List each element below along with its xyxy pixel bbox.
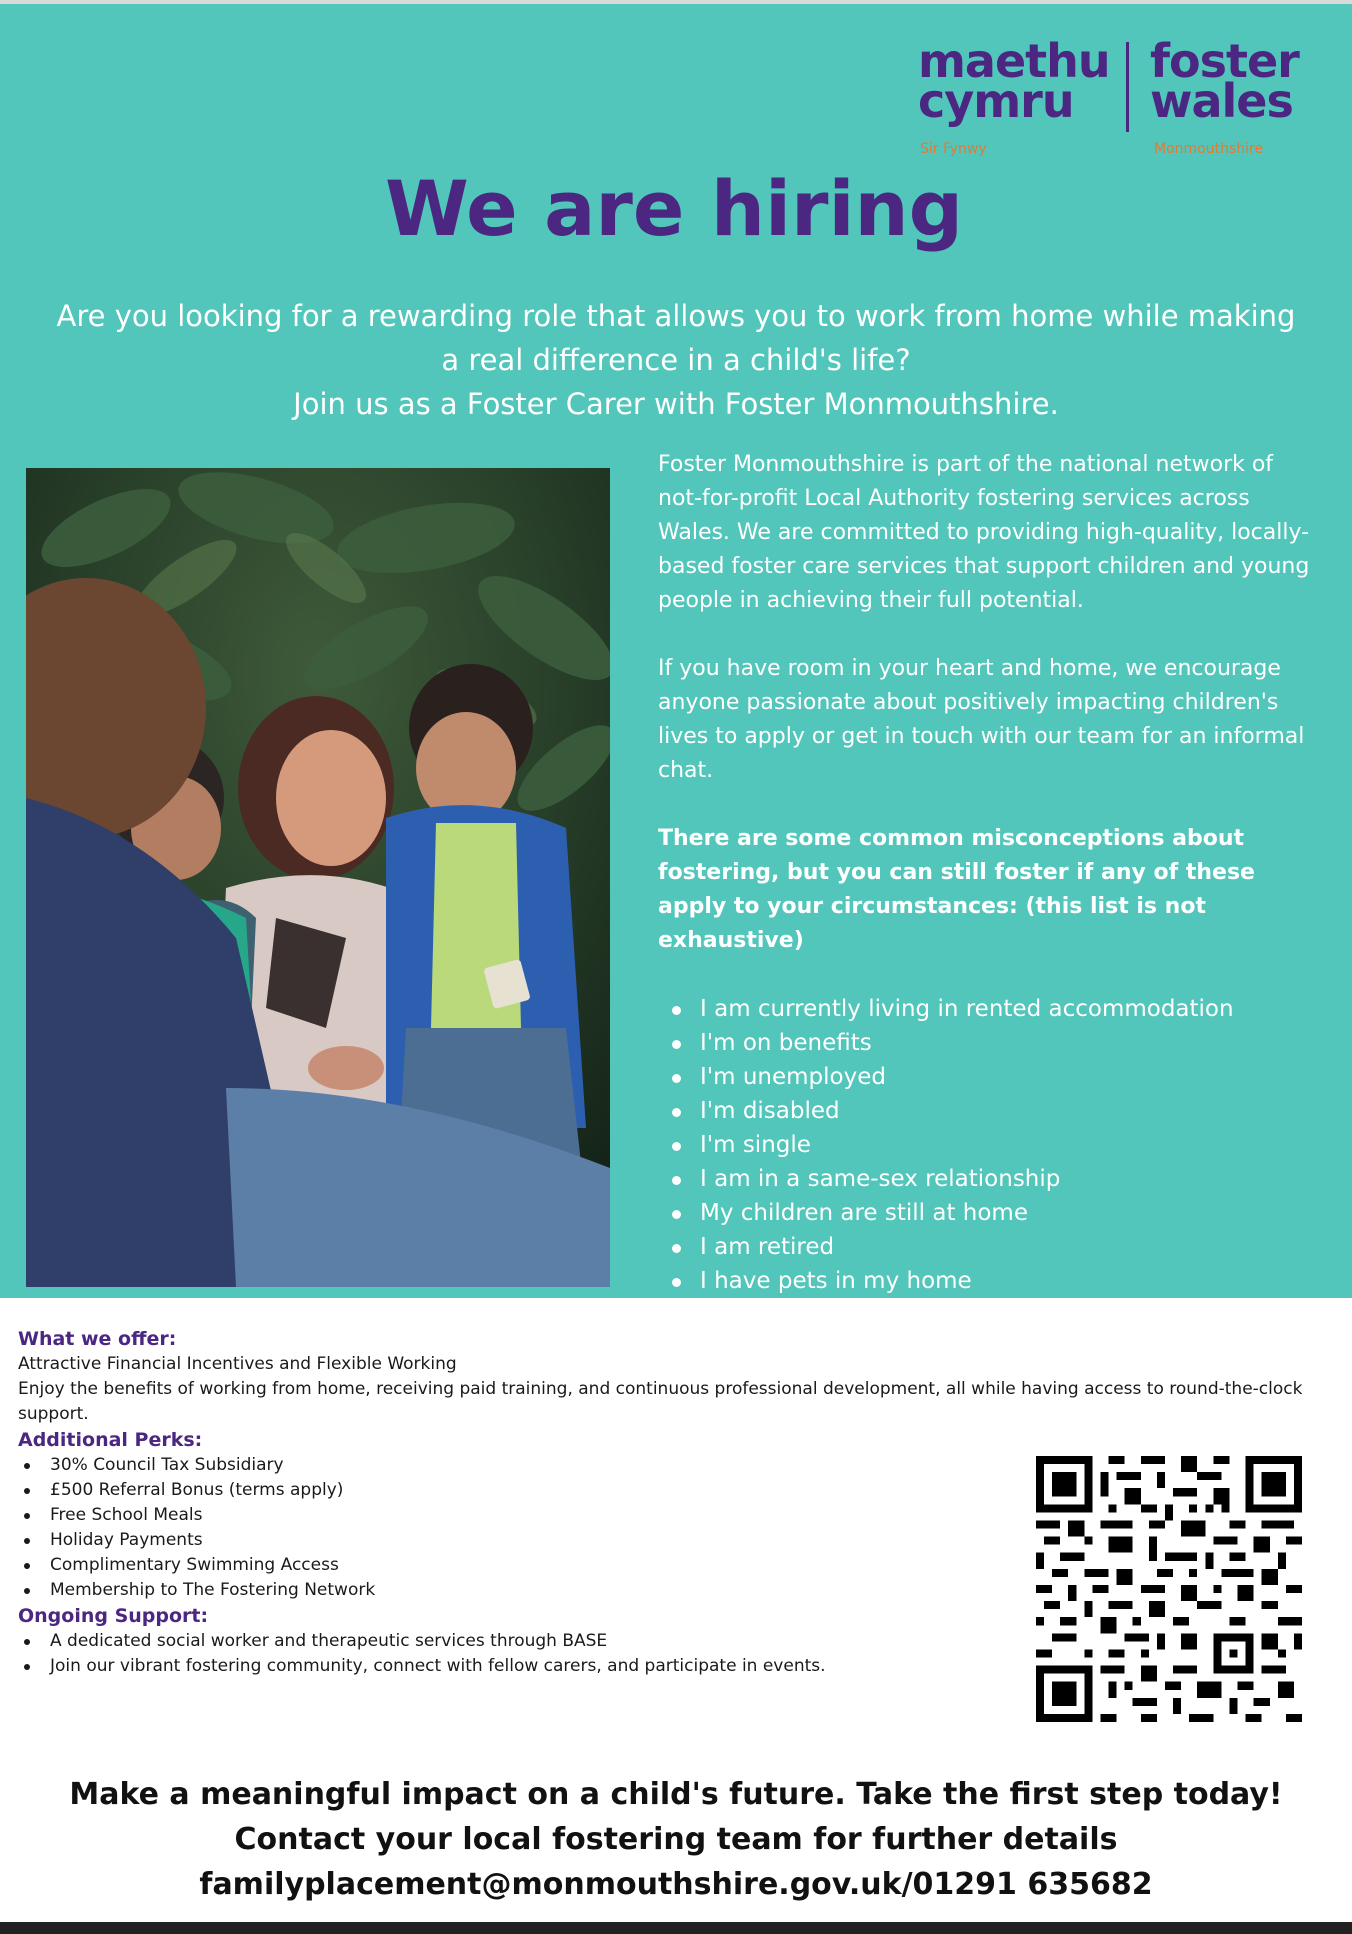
circumstances-list xyxy=(658,992,1322,1298)
list-item: Holiday Payments xyxy=(18,1528,1318,1553)
about-column xyxy=(658,448,1322,1298)
cta-line: Make a meaningful impact on a child's future. Take the first step today! xyxy=(69,1777,1283,1812)
about-paragraph: Foster Monmouthshire is part of the national network of not-for-profit Local Authority fostering services across Wales. We are committed to providing high-quality, locally-based foster care services that support children and young people in achieving their full potential. xyxy=(658,452,1310,613)
foster-wales-logo xyxy=(918,34,1318,166)
list-item: I'm disabled xyxy=(658,1094,1322,1128)
offer-heading: What we offer: xyxy=(18,1328,177,1350)
list-item: I'm single xyxy=(658,1128,1322,1162)
logo-sub-english: Monmouthshire xyxy=(1154,141,1264,157)
list-item: My children are still at home xyxy=(658,1196,1322,1230)
contact-details[interactable]: familyplacement@monmouthshire.gov.uk/01291 635682 xyxy=(199,1867,1153,1902)
intro-line: Are you looking for a rewarding role that allows you to work from home while making xyxy=(56,299,1296,333)
intro-line: a real difference in a child's life? xyxy=(441,343,911,377)
offer-line: Enjoy the benefits of working from home, receiving paid training, and continuous professional development, all while having access to round-the-clock support. xyxy=(18,1379,1303,1424)
list-item: Complimentary Swimming Access xyxy=(18,1553,1318,1578)
hero-section xyxy=(0,4,1352,1298)
list-item: £500 Referral Bonus (terms apply) xyxy=(18,1478,1318,1503)
list-item: I'm on benefits xyxy=(658,1026,1322,1060)
list-item: Membership to The Fostering Network xyxy=(18,1578,1318,1603)
support-heading: Ongoing Support: xyxy=(18,1605,209,1627)
logo-sub-welsh: Sir Fynwy xyxy=(920,141,987,157)
list-item: I am in a same-sex relationship xyxy=(658,1162,1322,1196)
logo-word-maethu: maethu xyxy=(918,34,1110,88)
page-title: We are hiring xyxy=(384,164,964,253)
logo-divider xyxy=(1126,42,1129,132)
list-item: A dedicated social worker and therapeutic services through BASE xyxy=(18,1629,1318,1654)
list-item: I am retired xyxy=(658,1230,1322,1264)
list-item: I have pets in my home xyxy=(658,1264,1322,1298)
list-item: Join our vibrant fostering community, connect with fellow carers, and participate in events. xyxy=(18,1654,1318,1679)
about-paragraph: If you have room in your heart and home, we encourage anyone passionate about positively impacting children's lives to apply or get in touch with our team for an informal chat. xyxy=(658,656,1305,783)
logo-word-foster: foster xyxy=(1150,34,1299,88)
list-item: I am currently living in rented accommodation xyxy=(658,992,1322,1026)
logo-word-cymru: cymru xyxy=(918,74,1074,128)
list-item: 30% Council Tax Subsidiary xyxy=(18,1453,1318,1478)
misconceptions-heading: There are some common misconceptions about fostering, but you can still foster if any of these apply to your circumstances: (this list is not exhaustive) xyxy=(658,826,1255,953)
offer-line: Attractive Financial Incentives and Flexible Working xyxy=(18,1354,457,1374)
perks-heading: Additional Perks: xyxy=(18,1429,203,1451)
call-to-action xyxy=(0,1772,1352,1907)
bottom-border xyxy=(0,1922,1352,1934)
intro-text xyxy=(40,294,1312,426)
logo-word-wales: wales xyxy=(1150,74,1293,128)
list-item: I'm unemployed xyxy=(658,1060,1322,1094)
family-photo xyxy=(26,468,610,1287)
cta-line: Contact your local fostering team for further details xyxy=(234,1822,1118,1857)
list-item: Free School Meals xyxy=(18,1503,1318,1528)
qr-code[interactable] xyxy=(1036,1456,1302,1722)
intro-line: Join us as a Foster Carer with Foster Monmouthshire. xyxy=(293,387,1059,421)
